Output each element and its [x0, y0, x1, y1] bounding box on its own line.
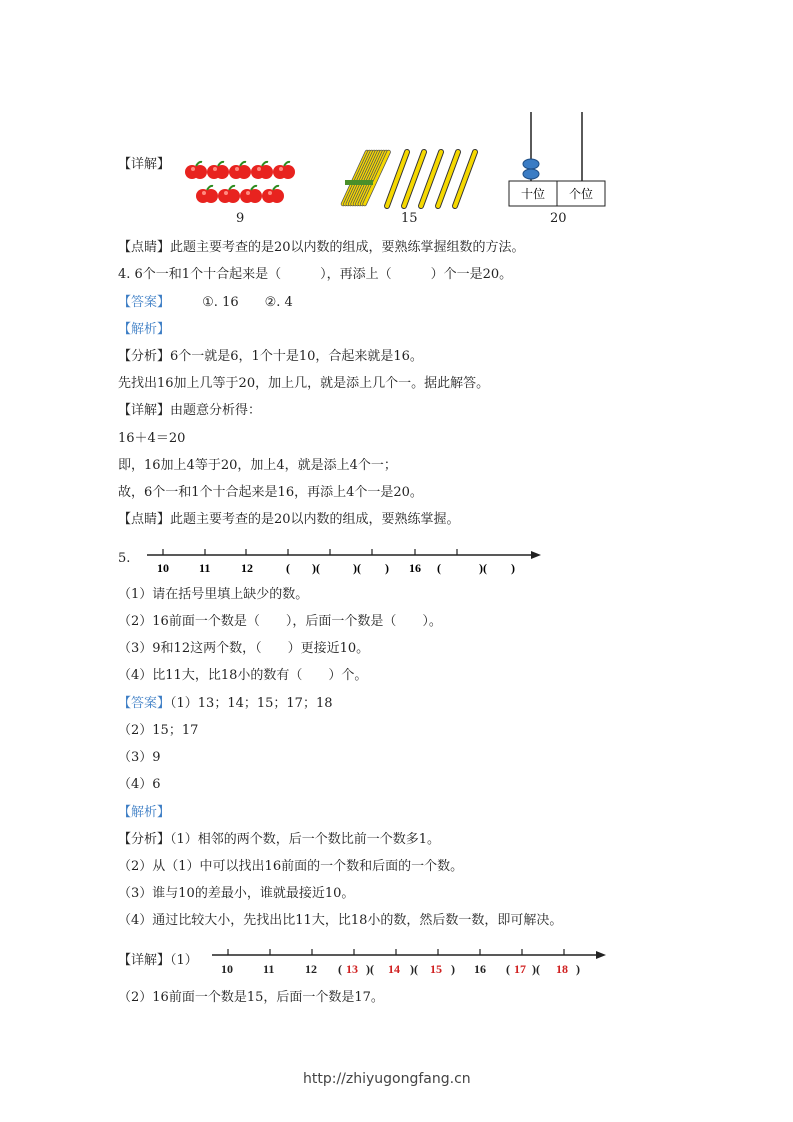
- number-line-label: 14: [388, 962, 400, 976]
- q4-answer: [118, 294, 293, 312]
- abacus-count-label: 20: [550, 211, 567, 226]
- number-line-label: (: [338, 962, 342, 976]
- bead-2: [523, 169, 539, 179]
- number-line-label: )(: [532, 962, 540, 976]
- q5-ans-1: （1）13；14；15；17；18: [170, 696, 333, 711]
- q4-line-2: 故，6个一和1个十合起来是16，再添上4个一是20。: [118, 485, 423, 500]
- apple-icon: [251, 162, 273, 179]
- q5-analysis-2: （2）从（1）中可以找出16前面的一个数和后面的一个数。: [118, 859, 464, 874]
- number-line-label: (: [437, 561, 441, 575]
- number-line-label: ): [511, 561, 515, 575]
- number-line-label: 10: [221, 962, 233, 976]
- q5-detail-tag: 【详解】（1）: [118, 953, 198, 968]
- number-line-label: ): [451, 962, 455, 976]
- q5-analysis-1: 【分析】（1）相邻的两个数，后一个数比前一个数多1。: [118, 832, 441, 847]
- number-line-label: 12: [305, 962, 317, 976]
- apples-count-label: 9: [236, 211, 245, 226]
- number-line-label: 17: [514, 962, 526, 976]
- q5-sub-1: （1）请在括号里填上缺少的数。: [118, 587, 309, 602]
- number-line-label: 11: [199, 561, 211, 575]
- q4-analysis: 【分析】6个一就是6，1个十是10，合起来就是16。: [118, 349, 423, 364]
- sticks-figure: [335, 146, 480, 212]
- number-line-label: )(: [312, 561, 320, 575]
- apple-icon: [262, 186, 284, 203]
- footer-url[interactable]: http://zhiyugongfang.cn: [303, 1071, 471, 1087]
- number-line-label: )(: [366, 962, 374, 976]
- answer-tag: 【答案】: [118, 696, 171, 711]
- number-line-label: 18: [556, 962, 568, 976]
- q5-ans-2: （2）15；17: [118, 723, 199, 738]
- apples-figure: [180, 158, 300, 210]
- apple-icon: [273, 162, 295, 179]
- apple-icon: [207, 162, 229, 179]
- number-line-label: )(: [479, 561, 487, 575]
- number-line-label: 10: [157, 561, 169, 575]
- q4-answer-text: ①. 16 ②. 4: [202, 295, 293, 310]
- abacus-tens-label: 十位: [520, 187, 546, 201]
- q4-point: 【点睛】此题主要考查的是20以内数的组成，要熟练掌握。: [118, 512, 460, 527]
- number-line-label: ): [576, 962, 580, 976]
- q4-question: 4. 6个一和1个十合起来是（ ），再添上（ ）个一是20。: [118, 267, 513, 282]
- abacus-figure: [505, 108, 610, 210]
- q4-detail: 【详解】由题意分析得：: [118, 403, 262, 418]
- apple-icon: [185, 162, 207, 179]
- q5-analysis-tag: 【解析】: [118, 805, 171, 820]
- number-line-label: 12: [241, 561, 253, 575]
- q5-analysis-3: （3）谁与10的差最小，谁就最接近10。: [118, 886, 355, 901]
- q5-detail-2: （2）16前面一个数是15，后面一个数是17。: [118, 990, 384, 1005]
- q4-line-1: 即，16加上4等于20，加上4，就是添上4个一；: [118, 458, 397, 473]
- number-line-label: 11: [263, 962, 275, 976]
- number-line-label: (: [506, 962, 510, 976]
- q5-analysis-4: （4）通过比较大小，先找出比11大，比18小的数，然后数一数，即可解决。: [118, 913, 563, 928]
- apple-icon: [218, 186, 240, 203]
- q5-sub-3: （3）9和12这两个数，（ ）更接近10。: [118, 641, 370, 656]
- number-line-label: )(: [353, 561, 361, 575]
- apple-icon: [240, 186, 262, 203]
- number-line-label: )(: [410, 962, 418, 976]
- abacus-ones-label: 个位: [568, 187, 594, 201]
- number-line-label: (: [286, 561, 290, 575]
- number-line-1: [145, 545, 545, 577]
- answer-tag: 【答案】: [118, 295, 171, 310]
- q5-ans-3: （3）9: [118, 750, 161, 765]
- number-line-2: [210, 945, 610, 979]
- point-1: 【点睛】此题主要考查的是20以内数的组成，要熟练掌握组数的方法。: [118, 240, 525, 255]
- bundle-band: [345, 180, 373, 185]
- q5-ans-4: （4）6: [118, 777, 161, 792]
- q4-analysis-2: 先找出16加上几等于20，加上几，就是添上几个一。据此解答。: [118, 376, 490, 391]
- q4-analysis-tag: 【解析】: [118, 322, 171, 337]
- number-line-label: 13: [346, 962, 358, 976]
- apple-icon: [196, 186, 218, 203]
- number-line-label: 16: [474, 962, 486, 976]
- q5-answer-1: [118, 695, 333, 713]
- q4-equation: 16＋4＝20: [118, 431, 186, 446]
- number-line-label: 16: [409, 561, 421, 575]
- sticks-count-label: 15: [401, 211, 418, 226]
- q5-number: 5.: [118, 551, 131, 566]
- number-line-label: 15: [430, 962, 442, 976]
- number-line-label: ): [385, 561, 389, 575]
- q5-sub-2: （2）16前面一个数是（ ），后面一个数是（ ）。: [118, 614, 442, 629]
- bead-1: [523, 159, 539, 169]
- q5-sub-4: （4）比11大，比18小的数有（ ）个。: [118, 668, 368, 683]
- apple-icon: [229, 162, 251, 179]
- detail-header: 【详解】: [118, 157, 171, 172]
